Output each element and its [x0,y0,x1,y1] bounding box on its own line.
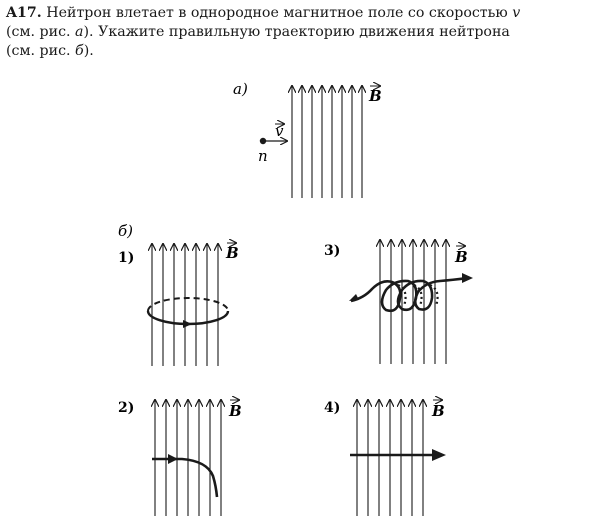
option-2-number: 2) [118,400,135,416]
question-line3-post: ). [83,43,94,59]
ref-b: б [75,43,84,59]
figure-a-n-label: n [258,147,268,165]
option-3-number: 3) [324,243,341,259]
helix-trajectory [351,278,468,311]
figure-b-label: б) [118,222,134,240]
option-2 [118,400,242,516]
option-1-number: 1) [118,250,135,266]
option-3 [324,240,473,364]
circle-back-dashed [148,298,228,311]
figure-a-label: а) [233,80,248,98]
question-line1: Нейтрон влетает в однородное магнитное поле со скоростью [46,5,513,21]
curved-trajectory [152,459,217,497]
question-number: A17. [6,5,42,21]
figure-a-field-lines [292,86,362,198]
figure-a-v-label: v [275,122,284,140]
question-line2-post: ). Укажите правильную траекторию движения нейтрона [83,24,510,40]
option-4-B-label: B [432,402,445,420]
option-3-B-label: B [455,248,468,266]
option-4 [324,400,446,516]
option-2-B-label: B [229,402,242,420]
option-1 [118,243,239,366]
question-line3-pre: (см. рис. [6,43,76,59]
question-line2-pre: (см. рис. [6,24,76,40]
figure-a-B-label: B [369,87,382,105]
option-1-B-label: B [226,244,239,262]
figure-a [233,80,382,198]
ref-a: а [75,24,84,40]
circle-front [148,311,228,324]
option-4-number: 4) [324,400,341,416]
velocity-symbol: v [512,5,521,21]
